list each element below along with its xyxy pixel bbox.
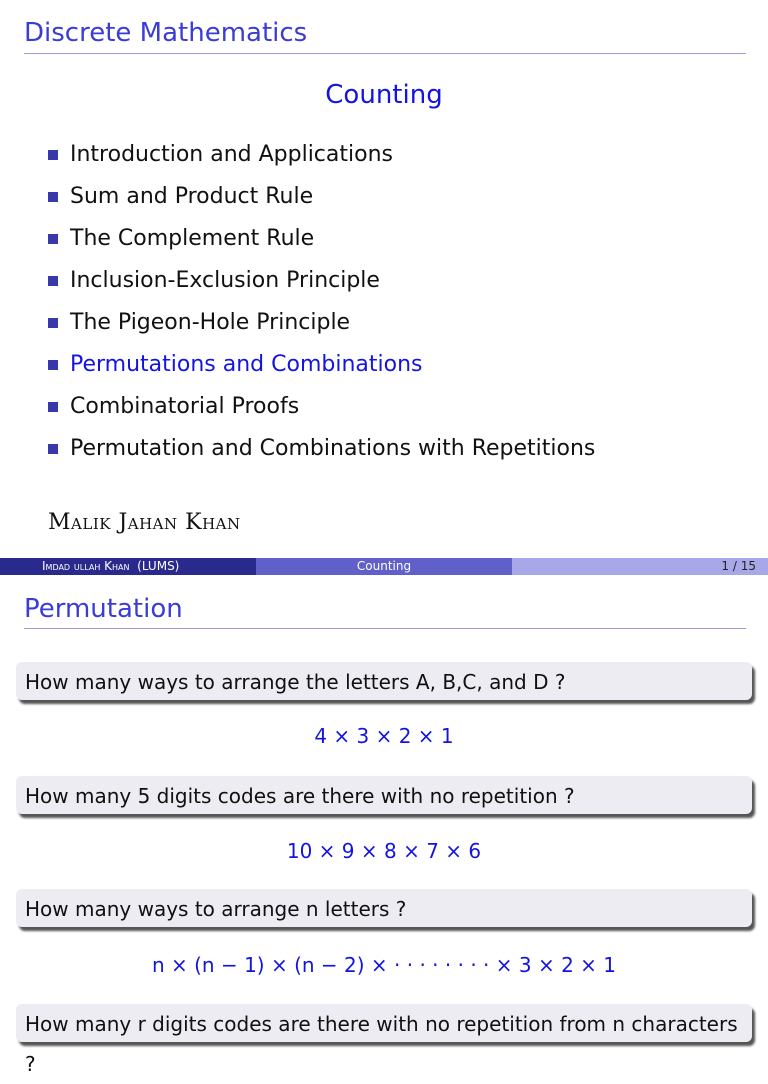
question-box: How many ways to arrange n letters ? <box>16 889 752 927</box>
question-box: How many r digits codes are there with no repetition from n characters ? <box>16 1004 752 1042</box>
section-title: Counting <box>325 80 443 110</box>
author-name: Malik Jahan Khan <box>48 510 241 535</box>
list-item-active: Permutations and Combinations <box>48 344 595 386</box>
square-bullet-icon <box>48 318 58 328</box>
title-rule <box>24 628 746 629</box>
answer: n × (n − 1) × (n − 2) × · · · · · · · · × 3 × 2 × 1 <box>151 953 616 977</box>
square-bullet-icon <box>48 402 58 412</box>
title-rule <box>24 53 746 54</box>
square-bullet-icon <box>48 360 58 370</box>
page-number: 1 / 15 <box>512 558 768 575</box>
square-bullet-icon <box>48 276 58 286</box>
footer-bar <box>0 558 768 575</box>
list-item: Introduction and Applications <box>48 134 595 176</box>
list-item: Inclusion-Exclusion Principle <box>48 260 595 302</box>
topic-list <box>48 134 595 470</box>
frame-title: Permutation <box>24 594 183 624</box>
frame-title: Discrete Mathematics <box>24 18 308 48</box>
list-item: Sum and Product Rule <box>48 176 595 218</box>
slide-2 <box>0 576 768 1076</box>
list-item: Permutation and Combinations with Repetitions <box>48 428 595 470</box>
square-bullet-icon <box>48 444 58 454</box>
list-item: The Pigeon-Hole Principle <box>48 302 595 344</box>
list-item: The Complement Rule <box>48 218 595 260</box>
answer: 10 × 9 × 8 × 7 × 6 <box>286 839 482 863</box>
square-bullet-icon <box>48 150 58 160</box>
footer-title: Counting <box>256 558 512 575</box>
question-box: How many ways to arrange the letters A, B,C, and D ? <box>16 662 752 700</box>
answer: 4 × 3 × 2 × 1 <box>314 724 454 748</box>
footer-author: Imdad ullah Khan (LUMS) <box>0 558 256 575</box>
square-bullet-icon <box>48 234 58 244</box>
question-box: How many 5 digits codes are there with no repetition ? <box>16 776 752 814</box>
list-item: Combinatorial Proofs <box>48 386 595 428</box>
square-bullet-icon <box>48 192 58 202</box>
